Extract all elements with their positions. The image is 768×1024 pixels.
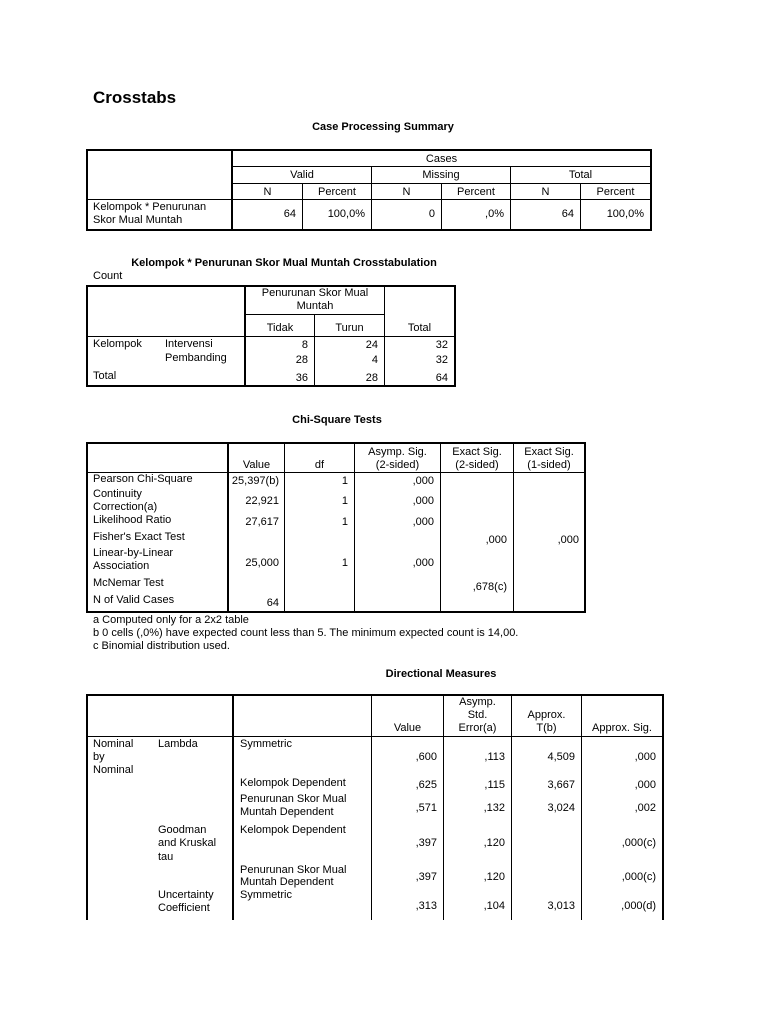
value-cell: ,000 [412,557,434,569]
value-cell: 3,013 [547,900,575,912]
value-cell: 3,667 [547,779,575,791]
uncertainty-label: Coefficient [158,902,210,914]
measure-label: Kelompok Dependent [240,824,346,836]
percent-header: Percent [596,186,635,198]
exact-sig-1-header: (1-sided) [527,459,571,471]
goodman-kruskal-label: Goodman [158,824,207,836]
crosstab-title: Kelompok * Penurunan Skor Mual Muntah Crosstabulation [131,257,437,269]
intervensi-label: Intervensi [165,338,213,350]
valid-header: Valid [290,169,314,181]
value-cell: ,120 [483,837,505,849]
approx-sig-header: Approx. Sig. [592,722,652,734]
value-cell: ,625 [415,779,437,791]
count-cell: 8 [301,339,308,351]
approx-t-header: Approx. [527,709,566,721]
value-cell: ,571 [415,802,437,814]
asymp-sig-header: Asymp. Sig. [368,446,427,458]
uncertainty-label: Uncertainty [158,889,214,901]
measure-label: Muntah Dependent [240,876,334,888]
tidak-header: Tidak [266,322,294,334]
measure-label: Symmetric [240,738,292,750]
value-header: Value [393,722,422,734]
col-group-header: Muntah [296,300,334,312]
value-cell: ,397 [415,837,437,849]
row-label: Association [93,560,150,572]
asymp-std-error-header: Asymp. [459,696,496,708]
measure-label: Penurunan Skor Mual [240,864,347,876]
measure-label: Muntah Dependent [240,806,334,818]
count-cell: 36 [295,372,308,384]
value-cell: ,600 [415,751,437,763]
nominal-label: Nominal [93,764,134,776]
value-cell: ,120 [483,871,505,883]
measure-label: Kelompok Dependent [240,777,346,789]
kelompok-label: Kelompok [93,338,142,350]
turun-header: Turun [335,322,364,334]
lambda-label: Lambda [158,738,198,750]
value-cell: 100,0% [327,208,365,220]
asymp-sig-header: (2-sided) [375,459,420,471]
value-cell: ,000 [485,534,507,546]
row-label: Kelompok * Penurunan [93,201,207,213]
row-label: Skor Mual Muntah [93,214,183,226]
count-cell: 24 [365,339,378,351]
footnote-b: b 0 cells (,0%) have expected count less than 5. The minimum expected count is 14,00. [93,627,519,639]
value-cell: ,000 [412,495,434,507]
pembanding-label: Pembanding [165,352,227,364]
approx-t-header: T(b) [536,722,557,734]
value-cell: ,113 [484,751,505,763]
directional-title: Directional Measures [385,668,497,680]
value-cell: 3,024 [547,802,575,814]
n-header: N [402,186,411,198]
asymp-std-error-header: Error(a) [458,722,497,734]
row-label: Fisher's Exact Test [93,531,185,543]
value-cell: 1 [341,557,348,569]
count-label: Count [93,270,123,282]
value-cell: ,002 [634,802,656,814]
value-cell: ,104 [483,900,505,912]
value-cell: 25,397(b) [231,475,279,487]
df-header: df [314,459,325,471]
footnote-c: c Binomial distribution used. [93,640,230,652]
percent-header: Percent [318,186,356,198]
value-cell: 27,617 [245,516,279,528]
nominal-label: by [93,751,105,763]
count-cell: 28 [365,372,378,384]
exact-sig-1-header: Exact Sig. [524,446,574,458]
row-label: N of Valid Cases [93,594,175,606]
missing-header: Missing [422,169,460,181]
value-cell: 22,921 [245,495,279,507]
value-cell: 64 [561,208,574,220]
count-cell: 32 [435,339,448,351]
value-cell: ,0% [485,208,504,220]
value-cell: 1 [341,495,348,507]
value-cell: 1 [341,516,348,528]
value-cell: 64 [283,208,296,220]
value-cell: 1 [341,475,348,487]
measure-label: Symmetric [240,889,292,901]
value-cell: 100,0% [606,208,644,220]
value-cell: ,000(d) [621,900,656,912]
value-cell: ,115 [484,779,505,791]
row-label: Continuity [93,488,142,500]
count-cell: 4 [371,354,378,366]
row-label: McNemar Test [93,577,164,589]
measure-label: Penurunan Skor Mual [240,793,347,805]
value-cell: ,678(c) [472,581,507,593]
total-row-label: Total [93,370,117,382]
count-cell: 64 [435,372,448,384]
goodman-kruskal-label: tau [158,851,174,863]
nominal-label: Nominal [93,738,134,750]
footnote-a: a Computed only for a 2x2 table [93,614,249,626]
value-cell: ,132 [483,802,505,814]
chi-square-title: Chi-Square Tests [292,414,382,426]
value-cell: ,000 [634,779,656,791]
total-header: Total [568,169,593,181]
value-cell: ,313 [415,900,437,912]
row-label: Linear-by-Linear [93,547,174,559]
value-cell: ,000(c) [621,837,656,849]
page-title: Crosstabs [93,88,177,107]
value-cell: 4,509 [547,751,575,763]
exact-sig-2-header: Exact Sig. [452,446,502,458]
row-label: Likelihood Ratio [93,514,172,526]
n-header: N [541,186,550,198]
value-cell: ,000 [634,751,656,763]
value-cell: ,000 [412,475,434,487]
value-cell: 25,000 [245,557,279,569]
percent-header: Percent [457,186,495,198]
total-header: Total [407,322,432,334]
value-header: Value [242,459,271,471]
value-cell: 0 [428,208,435,220]
n-header: N [263,186,272,198]
cases-header: Cases [425,153,458,165]
row-label: Correction(a) [93,501,158,513]
value-cell: ,000 [412,516,434,528]
count-cell: 28 [295,354,308,366]
goodman-kruskal-label: and Kruskal [158,837,217,849]
case-processing-title: Case Processing Summary [312,121,454,133]
exact-sig-2-header: (2-sided) [455,459,499,471]
value-cell: 64 [266,597,279,609]
value-cell: ,000 [557,534,579,546]
row-label: Pearson Chi-Square [93,473,193,485]
count-cell: 32 [435,354,448,366]
col-group-header: Penurunan Skor Mual [261,287,369,299]
value-cell: ,000(c) [621,871,656,883]
asymp-std-error-header: Std. [467,709,488,721]
value-cell: ,397 [415,871,437,883]
